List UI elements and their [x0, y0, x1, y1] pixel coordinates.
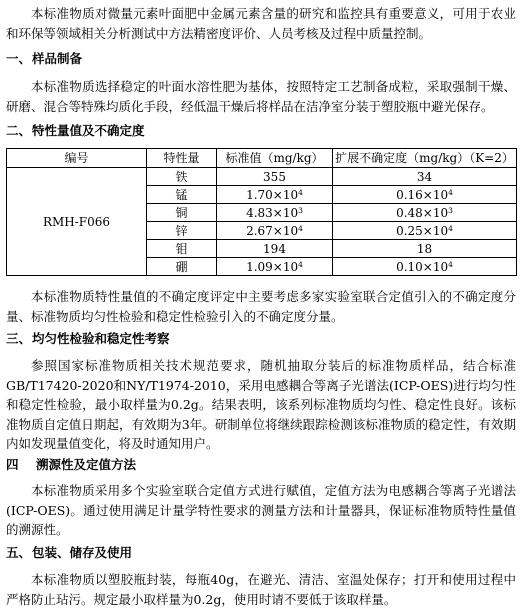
- element-cell: 锌: [147, 222, 217, 240]
- sample-code-cell: RMH-F066: [7, 168, 147, 276]
- value-cell: $1.09\times 10^4$: [217, 258, 333, 276]
- value-cell: 194: [217, 240, 333, 258]
- section-number: 三、: [6, 331, 32, 346]
- section-title: 包装、储存及使用: [32, 545, 133, 560]
- table-row: [7, 168, 517, 186]
- section-title: 样品制备: [32, 51, 83, 66]
- uncertainty-cell: $0.48\times 10^3$: [333, 204, 517, 222]
- section-number: 一、: [6, 51, 32, 66]
- value-cell: 355: [217, 168, 333, 186]
- value-cell: $1.70\times 10^4$: [217, 186, 333, 204]
- section-number: 二、: [6, 123, 32, 138]
- intro-paragraph: 本标准物质对微量元素叶面肥中金属元素含量的研究和监控具有重要意义，可用于农业和环保等领域相关分析测试中方法精密度评价、人员考核及过程中质量控制。: [6, 6, 516, 41]
- section-heading-3: [6, 331, 170, 347]
- header-code: 编号: [7, 149, 147, 168]
- section-heading-2: [6, 123, 145, 139]
- header-property: 特性量: [147, 149, 217, 168]
- value-cell: $4.83\times 10^3$: [217, 204, 333, 222]
- section-3-body: 参照国家标准物质相关技术规范要求，随机抽取分装后的标准物质样品，结合标准GB/T17420-2020和NY/T1974-2010，采用电感耦合等离子光谱法(ICP-OES)进行均匀性和稳定性检验，最小取样量为0.2g。结果表明，该系列标准物质均匀性、稳定性良好。该标准物质自定值日期起，有效期为3年。研制单位将继续跟踪检测该标准物质的稳定性，有效期内如发现量值变化，将及时通知用户。: [6, 358, 516, 451]
- uncertainty-cell: 34: [333, 168, 517, 186]
- property-values-table: [6, 148, 517, 276]
- element-cell: 铁: [147, 168, 217, 186]
- uncertainty-cell: $0.25\times 10^4$: [333, 222, 517, 240]
- section-heading-4: [6, 457, 136, 473]
- section-4-body: 本标准物质采用多个实验室联合定值方式进行赋值，定值方法为电感耦合等离子光谱法(ICP-OES)。通过使用满足计量学特性要求的测量方法和计量器具，保证标准物质特性量值的溯源性。: [6, 483, 516, 537]
- element-cell: 钼: [147, 240, 217, 258]
- element-cell: 硼: [147, 258, 217, 276]
- table-header-row: [7, 149, 517, 168]
- value-cell: $2.67\times 10^4$: [217, 222, 333, 240]
- section-heading-1: [6, 51, 82, 67]
- section-heading-5: [6, 545, 132, 561]
- section-number: 五、: [6, 545, 32, 560]
- header-standard-value: 标准值（mg/kg）: [217, 149, 333, 168]
- uncertainty-cell: $0.16\times 10^4$: [333, 186, 517, 204]
- section-title: 溯源性及定值方法: [36, 457, 137, 472]
- section-title: 特性量值及不确定度: [32, 123, 145, 138]
- element-cell: 铜: [147, 204, 217, 222]
- uncertainty-cell: $0.10\times 10^4$: [333, 258, 517, 276]
- element-cell: 锰: [147, 186, 217, 204]
- section-title: 均匀性检验和稳定性考察: [32, 331, 170, 346]
- section-2-note: 本标准物质特性量值的不确定度评定中主要考虑多家实验室联合定值引入的不确定度分量、标准物质均匀性检验和稳定性检验引入的不确定度分量。: [6, 289, 516, 324]
- section-5-body: 本标准物质以塑胶瓶封装，每瓶40g，在避光、清洁、室温处保存；打开和使用过程中严格防止玷污。规定最小取样量为0.2g，使用时请不要低于该取样量。: [6, 572, 516, 607]
- uncertainty-cell: 18: [333, 240, 517, 258]
- section-1-body: 本标准物质选择稳定的叶面水溶性肥为基体，按照特定工艺制备成粒，采取强制干燥、研磨、混合等特殊均质化手段，经低温干燥后将样品在洁净室分装于塑胶瓶中避光保存。: [6, 79, 516, 114]
- section-number: 四: [6, 457, 19, 472]
- header-uncertainty: 扩展不确定度（mg/kg）（K=2）: [333, 149, 517, 168]
